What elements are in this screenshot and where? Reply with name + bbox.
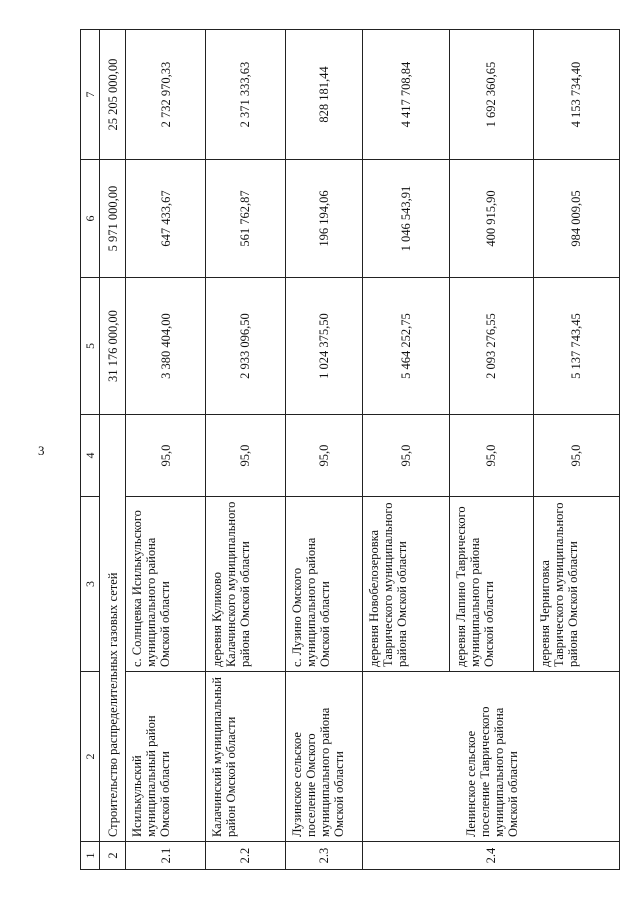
row-number: 2.4: [363, 842, 620, 870]
page-number: 3: [38, 443, 45, 458]
table-row: [285, 30, 363, 870]
col5-cell: 5 137 743,45: [533, 278, 619, 415]
column-header: 4: [81, 415, 100, 497]
col6-cell: 196 194,06: [285, 160, 363, 278]
percent-cell: 95,0: [363, 415, 449, 497]
column-header: 5: [81, 278, 100, 415]
district-cell: Ленинское сельское поселение Таврического муниципального района Омской области: [363, 672, 620, 842]
settlement-cell: деревня Лапино Таврического муниципального района Омской области: [449, 497, 533, 672]
percent-cell: 95,0: [285, 415, 363, 497]
settlement-cell: деревня Новобелозеровка Таврического муниципального района Омской области: [363, 497, 449, 672]
column-number-row: [81, 30, 100, 870]
section-row: [100, 30, 126, 870]
column-header: 2: [81, 672, 100, 842]
col7-cell: 4 417 708,84: [363, 30, 449, 160]
percent-cell: 95,0: [206, 415, 286, 497]
table-row: [206, 30, 286, 870]
settlement-cell: деревня Куликово Калачинского муниципального района Омской области: [206, 497, 286, 672]
table-container: [80, 30, 620, 870]
col5-cell: 2 933 096,50: [206, 278, 286, 415]
section-col7: 25 205 000,00: [100, 30, 126, 160]
row-number: 2.3: [285, 842, 363, 870]
percent-cell: 95,0: [533, 415, 619, 497]
district-cell: Калачинский муниципальный район Омской области: [206, 672, 286, 842]
district-cell: Лузинское сельское поселение Омского муниципального района Омской области: [285, 672, 363, 842]
col7-cell: 1 692 360,65: [449, 30, 533, 160]
col7-cell: 828 181,44: [285, 30, 363, 160]
settlement-cell: с. Солнцевка Исилькульского муниципального района Омской области: [126, 497, 206, 672]
settlement-cell: деревня Черниговка Таврического муниципального района Омской области: [533, 497, 619, 672]
section-number: 2: [100, 842, 126, 870]
table-row: [363, 30, 449, 870]
col6-cell: 400 915,90: [449, 160, 533, 278]
row-number: 2.2: [206, 842, 286, 870]
col6-cell: 984 009,05: [533, 160, 619, 278]
column-header: 6: [81, 160, 100, 278]
table-row: [126, 30, 206, 870]
settlement-cell: с. Лузино Омского муниципального района Омской области: [285, 497, 363, 672]
col6-cell: 647 433,67: [126, 160, 206, 278]
section-col6: 5 971 000,00: [100, 160, 126, 278]
percent-cell: 95,0: [449, 415, 533, 497]
district-cell: Исилькульский муниципальный район Омской области: [126, 672, 206, 842]
gas-network-table: [80, 29, 620, 870]
section-title: Строительство распределительных газовых сетей: [100, 415, 126, 842]
column-header: 7: [81, 30, 100, 160]
section-col5: 31 176 000,00: [100, 278, 126, 415]
col5-cell: 1 024 375,50: [285, 278, 363, 415]
col7-cell: 2 371 333,63: [206, 30, 286, 160]
col6-cell: 561 762,87: [206, 160, 286, 278]
column-header: 1: [81, 842, 100, 870]
row-number: 2.1: [126, 842, 206, 870]
col7-cell: 2 732 970,33: [126, 30, 206, 160]
col5-cell: 2 093 276,55: [449, 278, 533, 415]
col6-cell: 1 046 543,91: [363, 160, 449, 278]
column-header: 3: [81, 497, 100, 672]
percent-cell: 95,0: [126, 415, 206, 497]
col5-cell: 3 380 404,00: [126, 278, 206, 415]
col5-cell: 5 464 252,75: [363, 278, 449, 415]
col7-cell: 4 153 734,40: [533, 30, 619, 160]
